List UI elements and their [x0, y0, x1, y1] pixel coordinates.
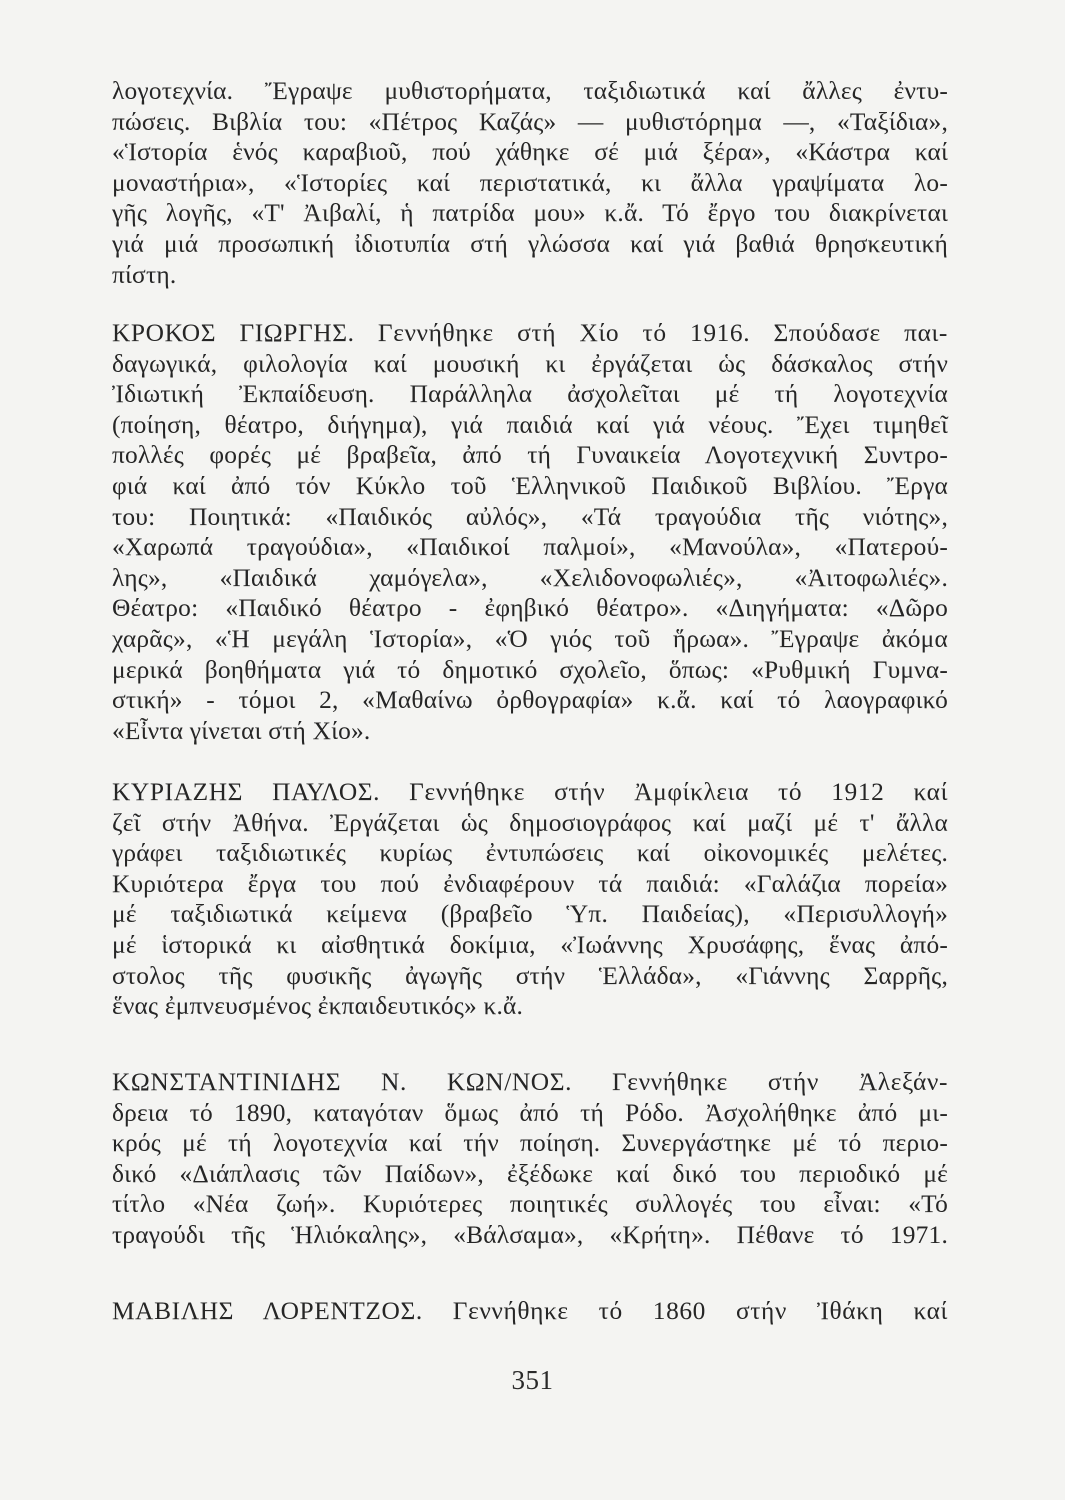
- page-number: 351: [511, 1365, 554, 1395]
- text-line: πολλές φορές μέ βραβεῖα, ἀπό τή Γυναικεία Λογοτεχνική Συντρο-: [112, 441, 948, 470]
- entry-konstantinidis-konstantinos: [112, 1067, 948, 1251]
- entry-continuation-paragraph: [112, 76, 948, 290]
- entry-heading-line: ΚΥΡΙΑΖΗΣ ΠΑΥΛΟΣ. Γεννήθηκε στήν Ἀμφίκλεια τό 1912 καί: [112, 778, 948, 806]
- text-line: γράφει ταξιδιωτικές κυρίως ἐντυπώσεις καί οἰκονομικές μελέτες.: [112, 839, 948, 868]
- text-line: φιά καί ἀπό τόν Κύκλο τοῦ Ἑλληνικοῦ Παιδικοῦ Βιβλίου. Ἔργα: [112, 471, 948, 500]
- text-line: λογοτεχνία. Ἔγραψε μυθιστορήματα, ταξιδιωτικά καί ἄλλες ἐντυ-: [112, 77, 948, 105]
- text-line: δικό «Διάπλασις τῶν Παίδων», ἐξέδωκε καί δικό του περιοδικό μέ: [112, 1159, 948, 1188]
- entry-heading-line: ΚΩΝΣΤΑΝΤΙΝΙΔΗΣ Ν. ΚΩΝ/ΝΟΣ. Γεννήθηκε στήν Ἀλεξάν-: [112, 1068, 948, 1096]
- text-line: (ποίηση, θέατρο, διήγημα), γιά παιδιά καί γιά νέους. Ἔχει τιμηθεῖ: [112, 410, 948, 439]
- entry-kyriazis-pavlos: [112, 777, 948, 1022]
- text-line: χαρᾶς», «Ἡ μεγάλη Ἱστορία», «Ὁ γιός τοῦ ἥρωα». Ἔγραψε ἀκόμα: [112, 624, 948, 653]
- text-line: «Ἱστορία ἑνός καραβιοῦ, πού χάθηκε σέ μιά ξέρα», «Κάστρα καί: [112, 138, 948, 167]
- text-line: Ἰδιωτική Ἐκπαίδευση. Παράλληλα ἀσχολεῖται μέ τή λογοτεχνία: [112, 380, 948, 409]
- text-line: κρός μέ τή λογοτεχνία καί τήν ποίηση. Συνεργάστηκε μέ τό περιο-: [112, 1129, 948, 1158]
- text-line: «Χαρωπά τραγούδια», «Παιδικοί παλμοί», «Μανούλα», «Πατερού-: [112, 533, 948, 562]
- text-line: τίτλο «Νέα ζωή». Κυριότερες ποιητικές συλλογές του εἶναι: «Τό: [112, 1190, 948, 1219]
- text-line: στική» - τόμοι 2, «Μαθαίνω ὀρθογραφία» κ.ἄ. καί τό λαογραφικό: [112, 686, 948, 715]
- text-line: Θέατρο: «Παιδικό θέατρο - ἐφηβικό θέατρο». «Διηγήματα: «Δῶρο: [112, 594, 948, 623]
- entry-heading-line: ΜΑΒΙΛΗΣ ΛΟΡΕΝΤΖΟΣ. Γεννήθηκε τό 1860 στήν Ἰθάκη καί: [112, 1297, 948, 1325]
- text-line: ἕνας ἐμπνευσμένος ἐκπαιδευτικός» κ.ἄ.: [112, 992, 524, 1021]
- text-line: μέ ταξιδιωτικά κείμενα (βραβεῖο Ὑπ. Παιδείας), «Περισυλλογή»: [112, 900, 948, 929]
- text-line: πώσεις. Βιβλία του: «Πέτρος Καζάς» — μυθιστόρημα —, «Ταξίδια»,: [112, 107, 948, 136]
- text-line: μερικά βοηθήματα γιά τό δημοτικό σχολεῖο, ὅπως: «Ρυθμική Γυμνα-: [112, 655, 948, 684]
- text-line: «Εἶντα γίνεται στή Χίο».: [112, 716, 371, 745]
- text-line: γῆς λογῆς, «Τ' Ἀιβαλί, ἡ πατρίδα μου» κ.ἄ. Τό ἔργο του διακρίνεται: [112, 199, 948, 228]
- text-line: του: Ποιητικά: «Παιδικός αὐλός», «Τά τραγούδια τῆς νιότης»,: [112, 502, 948, 531]
- text-line: πίστη.: [112, 260, 177, 289]
- text-line: στολος τῆς φυσικῆς ἀγωγῆς στήν Ἑλλάδα», «Γιάννης Σαρρῆς,: [112, 961, 948, 990]
- text-line: λης», «Παιδικά χαμόγελα», «Χελιδονοφωλιές», «Ἀιτοφωλιές».: [112, 563, 948, 592]
- entry-mavilis-lorentzos: [112, 1296, 948, 1327]
- text-line: τραγούδι τῆς Ἡλιόκαλης», «Βάλσαμα», «Κρήτη». Πέθανε τό 1971.: [112, 1220, 948, 1249]
- entry-heading-line: ΚΡΟΚΟΣ ΓΙΩΡΓΗΣ. Γεννήθηκε στή Χίο τό 1916. Σπούδασε παι-: [112, 319, 948, 347]
- text-line: ζεῖ στήν Ἀθήνα. Ἐργάζεται ὡς δημοσιογράφος καί μαζί μέ τ' ἄλλα: [112, 808, 948, 837]
- text-line: Κυριότερα ἔργα του πού ἐνδιαφέρουν τά παιδιά: «Γαλάζια πορεία»: [112, 869, 948, 898]
- text-line: δαγωγικά, φιλολογία καί μουσική κι ἐργάζεται ὡς δάσκαλος στήν: [112, 349, 948, 378]
- entry-krokos-giorgis: [112, 318, 948, 746]
- text-line: μέ ἱστορικά κι αἰσθητικά δοκίμια, «Ἰωάννης Χρυσάφης, ἕνας ἀπό-: [112, 930, 948, 959]
- text-line: μοναστήρια», «Ἱστορίες καί περιστατικά, κι ἄλλα γραψίματα λο-: [112, 168, 948, 197]
- text-line: γιά μιά προσωπική ἰδιοτυπία στή γλώσσα καί γιά βαθιά θρησκευτική: [112, 229, 948, 258]
- text-line: δρεια τό 1890, καταγόταν ὅμως ἀπό τή Ρόδο. Ἀσχολήθηκε ἀπό μι-: [112, 1098, 948, 1127]
